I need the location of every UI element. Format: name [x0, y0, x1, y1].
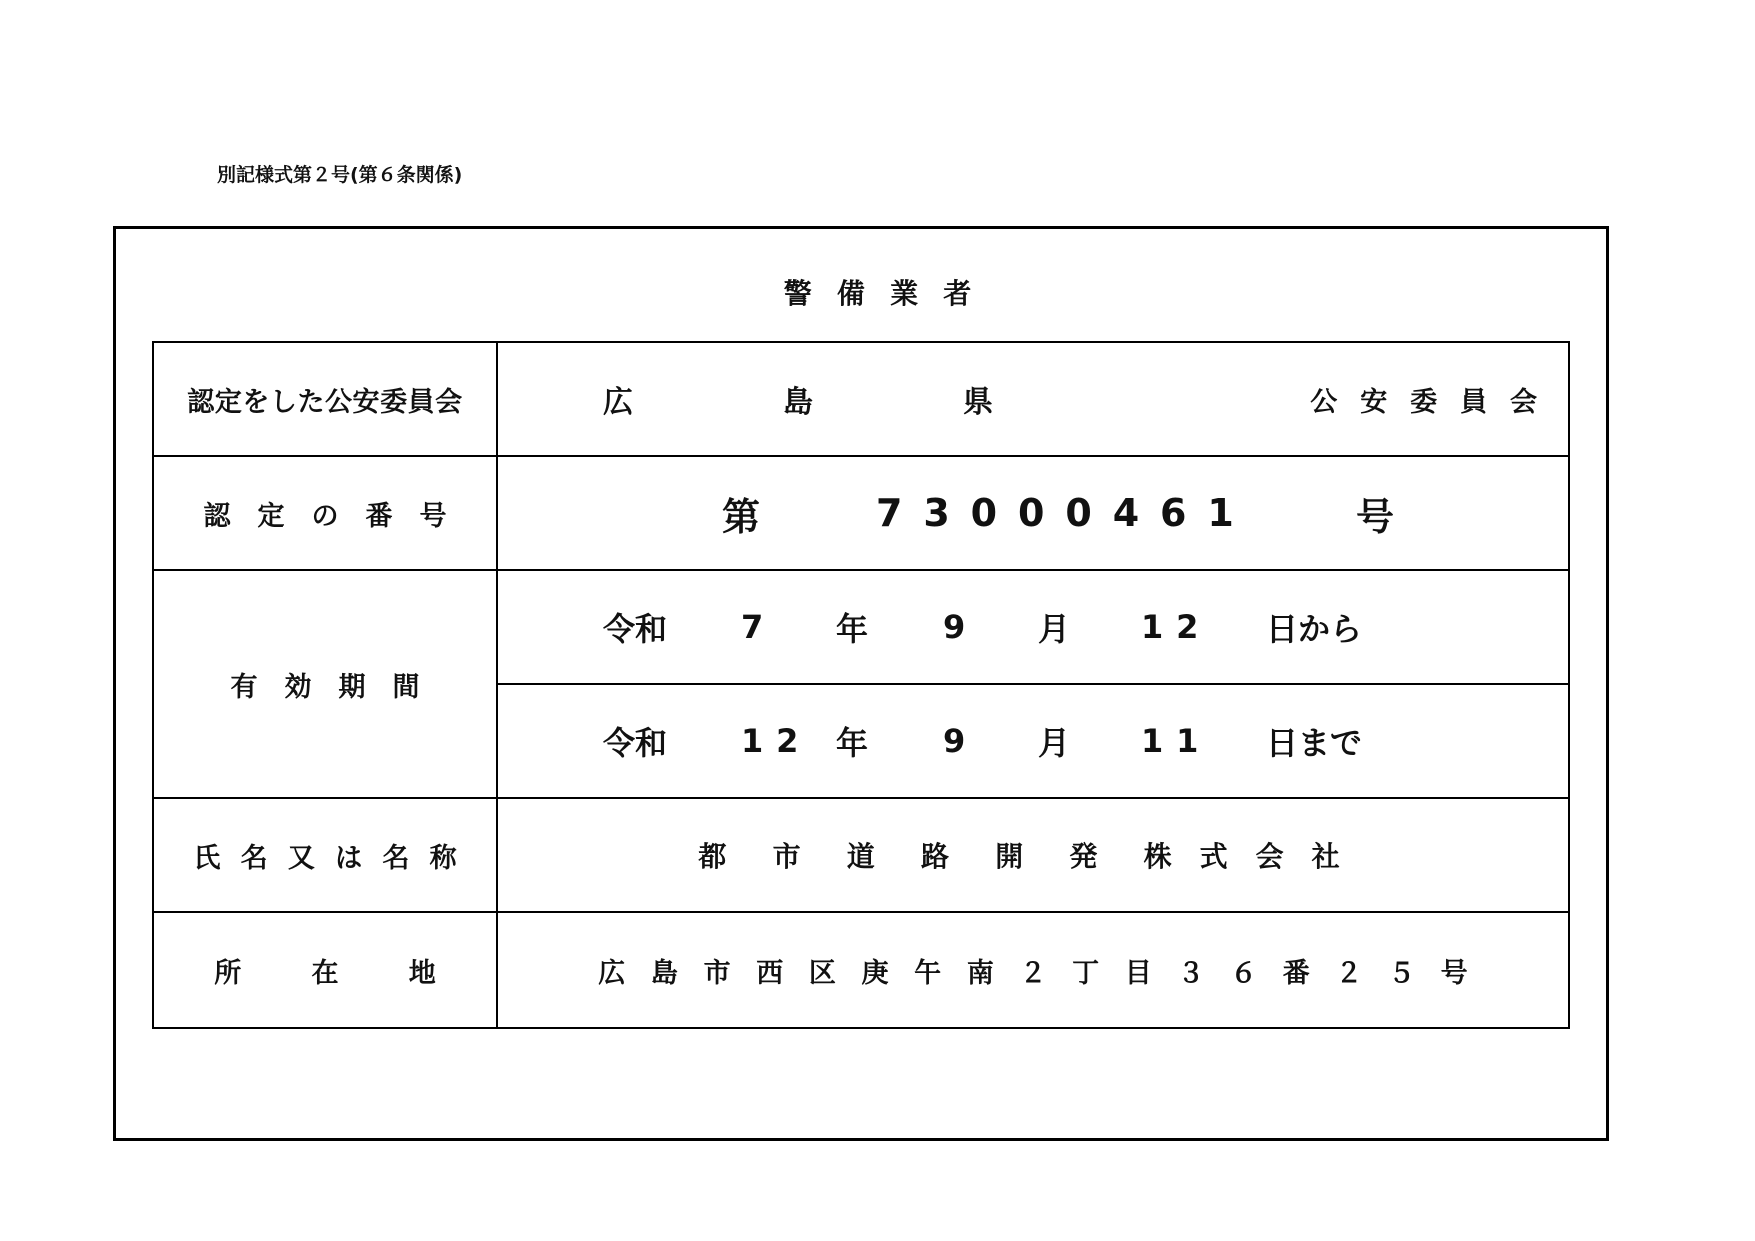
commission-suffix: 公安委員会: [1310, 386, 1560, 418]
from-era: 令和: [603, 610, 668, 648]
company-name: [498, 799, 1568, 913]
to-year: 12: [741, 722, 812, 760]
address-label: 所在地: [154, 913, 498, 1027]
commission-value: [498, 343, 1568, 457]
from-month: 9: [943, 608, 966, 646]
cert-number-label: 認定の番号: [154, 457, 498, 571]
validity-label: 有効期間: [154, 571, 498, 799]
address-value: 広島市西区庚午南２丁目３６番２５号: [598, 957, 1494, 989]
validity-to: [498, 685, 1568, 799]
name-label: 氏名又は名称: [154, 799, 498, 913]
to-day-suffix: 日まで: [1266, 724, 1363, 762]
certificate-table: [152, 341, 1570, 1029]
company-name-part1: 都市道路開発: [698, 840, 1144, 873]
to-month: 9: [943, 722, 966, 760]
to-era: 令和: [603, 724, 668, 762]
document-title: 警備業者: [783, 277, 997, 310]
validity-from: [498, 571, 1568, 685]
cert-number-prefix: 第: [722, 494, 761, 539]
commission-prefecture: 広島県: [603, 385, 1143, 420]
from-day-suffix: 日から: [1266, 610, 1363, 648]
commission-label: 認定をした公安委員会: [154, 343, 498, 457]
to-year-unit: 年: [836, 724, 869, 762]
to-month-unit: 月: [1038, 724, 1071, 762]
from-month-unit: 月: [1038, 610, 1071, 648]
from-day: 12: [1141, 608, 1212, 646]
cert-number-suffix: 号: [1356, 494, 1395, 539]
cert-number: 73000461: [876, 491, 1255, 535]
to-day: 11: [1141, 722, 1212, 760]
from-year-unit: 年: [836, 610, 869, 648]
from-year: 7: [741, 608, 764, 646]
form-number-label: 別記様式第２号(第６条関係): [217, 164, 463, 186]
cert-number-value: [498, 457, 1568, 571]
company-name-part2: 株式会社: [1143, 840, 1368, 873]
